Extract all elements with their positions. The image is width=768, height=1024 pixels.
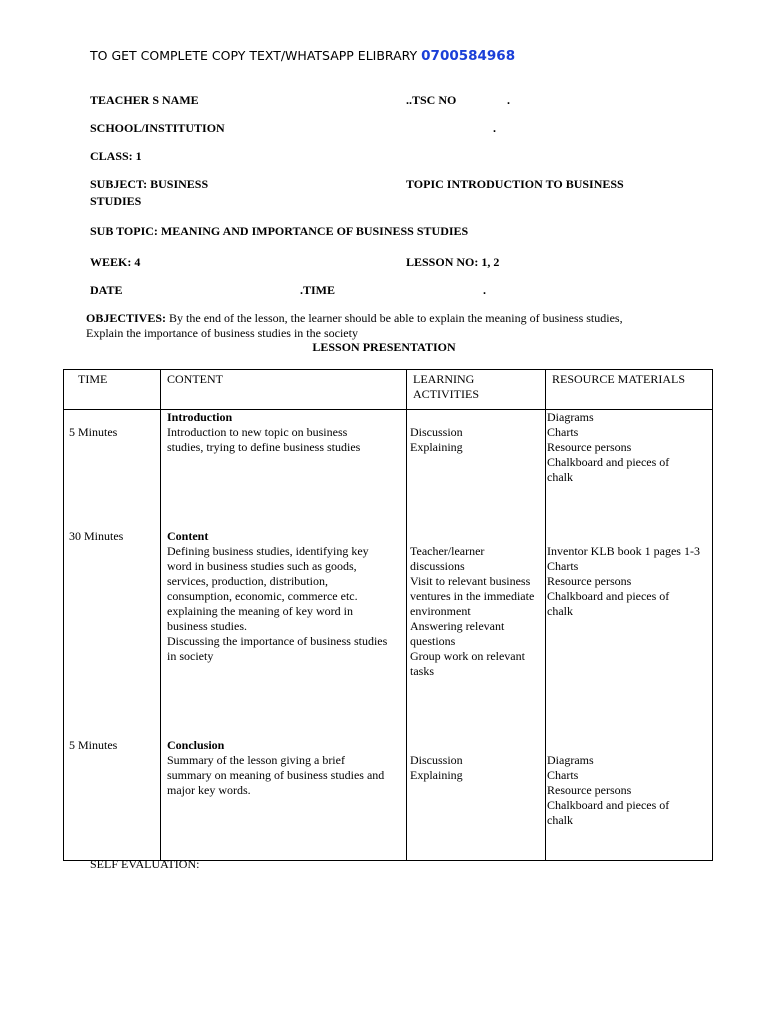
- row2-resource: Resource persons: [547, 574, 632, 588]
- row2-content-line: consumption, economic, commerce etc.: [167, 589, 358, 603]
- row2-activity: discussions: [410, 559, 465, 573]
- row2-content-title: Content: [167, 529, 209, 543]
- row1-activity: Explaining: [410, 440, 463, 454]
- row2-content-line: word in business studies such as goods,: [167, 559, 357, 573]
- row2-activity: questions: [410, 634, 456, 648]
- row2-activity: Answering relevant: [410, 619, 505, 633]
- row2-content-line: Defining business studies, identifying key: [167, 544, 369, 558]
- row3-activity: Explaining: [410, 768, 463, 782]
- class-field: CLASS: 1: [90, 149, 142, 163]
- row2-activity: Teacher/learner: [410, 544, 485, 558]
- row2-resource: Inventor KLB book 1 pages 1-3: [547, 544, 700, 558]
- row1-resource: chalk: [547, 470, 573, 484]
- row2-resource: chalk: [547, 604, 573, 618]
- row2-content-line: business studies.: [167, 619, 248, 633]
- row3-content-line: summary on meaning of business studies and: [167, 768, 385, 782]
- header-learning-line1: LEARNING: [413, 372, 475, 386]
- row2-resource: Charts: [547, 559, 579, 573]
- row1-content-line: studies, trying to define business studies: [167, 440, 361, 454]
- objectives-line2: Explain the importance of business studies in the society: [86, 326, 358, 340]
- lesson-plan-table: [63, 369, 713, 861]
- school-dot: .: [493, 121, 496, 135]
- row2-content-line: services, production, distribution,: [167, 574, 328, 588]
- row3-resource: Charts: [547, 768, 579, 782]
- row3-content-title: Conclusion: [167, 738, 225, 752]
- tsc-number-dot: .: [507, 93, 510, 107]
- row3-content-line: major key words.: [167, 783, 251, 797]
- topic-field: TOPIC INTRODUCTION TO BUSINESS: [406, 177, 624, 191]
- date-field: DATE: [90, 283, 123, 297]
- row3-content-line: Summary of the lesson giving a brief: [167, 753, 345, 767]
- header-learning-line2: ACTIVITIES: [413, 387, 479, 401]
- objectives-label: OBJECTIVES:: [86, 311, 167, 325]
- subject-field-line1: SUBJECT: BUSINESS: [90, 177, 209, 191]
- row2-activity: Visit to relevant business: [410, 574, 531, 588]
- week-field: WEEK: 4: [90, 255, 141, 269]
- header-content: CONTENT: [167, 372, 223, 386]
- row2-content-line: in society: [167, 649, 214, 663]
- row1-content-line: Introduction to new topic on business: [167, 425, 348, 439]
- whatsapp-banner: [90, 48, 515, 64]
- row3-resource: Chalkboard and pieces of: [547, 798, 670, 812]
- row3-activity: Discussion: [410, 753, 463, 767]
- lesson-presentation-heading: LESSON PRESENTATION: [312, 340, 456, 354]
- row2-resource: Chalkboard and pieces of: [547, 589, 670, 603]
- time-field: .TIME: [300, 283, 336, 297]
- table-header-row: [64, 370, 713, 410]
- row2-content-line: Discussing the importance of business studies: [167, 634, 388, 648]
- row1-time: 5 Minutes: [69, 425, 118, 439]
- row1-resource: Charts: [547, 425, 579, 439]
- school-field: SCHOOL/INSTITUTION: [90, 121, 225, 135]
- objectives: [86, 311, 686, 341]
- row3-time: 5 Minutes: [69, 738, 118, 752]
- row2-content-line: explaining the meaning of key word in: [167, 604, 353, 618]
- row2-activity: tasks: [410, 664, 434, 678]
- subject-field-line2: STUDIES: [90, 194, 142, 208]
- row1-resource: Diagrams: [547, 410, 594, 424]
- header-time: TIME: [78, 372, 108, 386]
- row3-resource: Diagrams: [547, 753, 594, 767]
- row3-resource: Resource persons: [547, 783, 632, 797]
- banner-text: TO GET COMPLETE COPY TEXT/WHATSAPP ELIBRARY: [90, 48, 422, 63]
- header-resources: RESOURCE MATERIALS: [552, 372, 686, 386]
- row2-activity: environment: [410, 604, 471, 618]
- row1-activity: Discussion: [410, 425, 463, 439]
- table-row: [64, 410, 713, 861]
- subtopic-field: SUB TOPIC: MEANING AND IMPORTANCE OF BUSINESS STUDIES: [90, 224, 469, 238]
- row2-activity: ventures in the immediate: [410, 589, 535, 603]
- objectives-line1: By the end of the lesson, the learner should be able to explain the meaning of business studies,: [166, 311, 623, 325]
- row2-activity: Group work on relevant: [410, 649, 525, 663]
- time-dot: .: [483, 283, 486, 297]
- row1-content-title: Introduction: [167, 410, 233, 424]
- teacher-name-field: TEACHER S NAME: [90, 93, 199, 107]
- lesson-number-field: LESSON NO: 1, 2: [406, 255, 500, 269]
- row3-resource: chalk: [547, 813, 573, 827]
- banner-phone-number: 0700584968: [421, 48, 516, 64]
- row1-resource: Resource persons: [547, 440, 632, 454]
- tsc-number-field: ..TSC NO: [406, 93, 457, 107]
- row2-time: 30 Minutes: [69, 529, 124, 543]
- row1-resource: Chalkboard and pieces of: [547, 455, 670, 469]
- self-evaluation-label: SELF EVALUATION:: [90, 857, 200, 871]
